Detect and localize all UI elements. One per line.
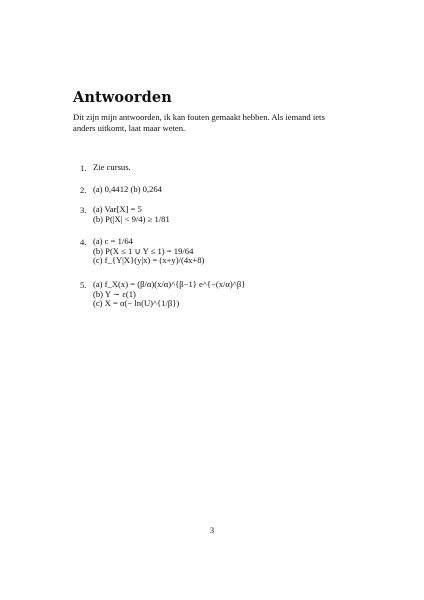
- answer-part: (b) P(|X| < 9/4) ≥ 1/81: [93, 213, 170, 224]
- answer-number: 5.: [80, 280, 87, 290]
- intro-line-2: anders uitkomt, laat maar weten.: [73, 123, 186, 133]
- answer-part: (b) P(X ≤ 1 ∪ Y ≤ 1) = 19/64: [93, 245, 194, 256]
- answer-number: 4.: [80, 237, 87, 247]
- intro-line-1: Dit zijn mijn antwoorden, ik kan fouten gemaakt hebben. Als iemand iets: [73, 112, 325, 122]
- answer-part: (a) Var[X] = 5: [93, 204, 142, 214]
- answer-number: 1.: [80, 163, 87, 173]
- answer-part: (c) f_{Y|X}(y|x) = (x+y)/(4x+8): [93, 255, 205, 266]
- intro-paragraph: [73, 112, 363, 134]
- answer-part: (a) c = 1/64: [93, 236, 133, 246]
- answer-number: 2.: [80, 185, 87, 195]
- answer-part: (a) 0,4412 (b) 0,264: [93, 184, 162, 194]
- answer-part: Zie cursus.: [93, 162, 131, 172]
- answer-part: (b) Y ∼ ε(1): [93, 288, 136, 299]
- section-title: Antwoorden: [73, 89, 172, 106]
- answer-part: (c) X = α(− ln(U)^{1/β}): [93, 298, 180, 309]
- answer-part: (a) f_X(x) = (β/α)(x/α)^{β−1} e^{−(x/α)^β}: [93, 279, 246, 289]
- page-number: 3: [209, 525, 215, 535]
- answer-number: 3.: [80, 205, 87, 215]
